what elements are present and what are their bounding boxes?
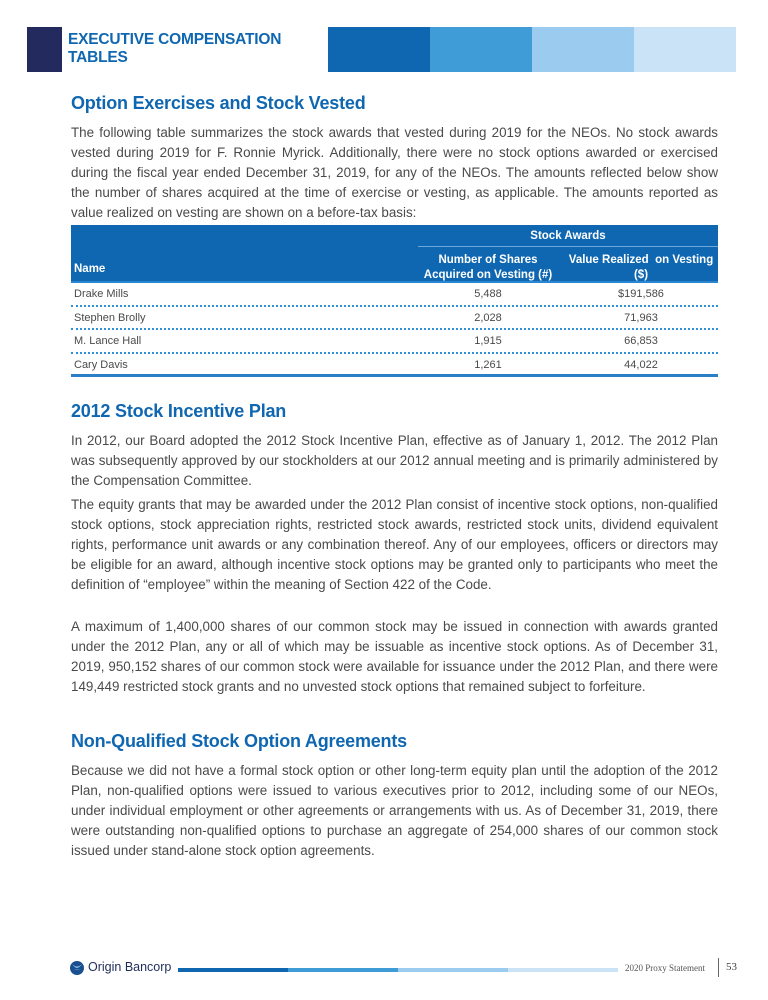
- page-number: 53: [726, 961, 737, 973]
- cell-shares: 1,915: [474, 335, 502, 347]
- paragraph-plan-shares: A maximum of 1,400,000 shares of our common stock may be issued in connection with awards granted under the 2012 Plan, any or all of which may be issuable as incentive stock options. As of December 31, 2019, 950,152 shares of our common stock were available for issuance under the 2012 Plan, and there were 149,449 restricted stock grants and no unvested stock options that remained subject to forfeiture.: [71, 619, 718, 694]
- column-header-name: Name: [74, 263, 106, 275]
- footer-bar-3: [398, 968, 508, 972]
- page-footer: [70, 958, 750, 978]
- cell-name: Cary Davis: [74, 358, 128, 371]
- section-marker-square: [27, 27, 62, 72]
- cell-name: M. Lance Hall: [74, 335, 142, 347]
- paragraph-non-qualified-options: Because we did not have a formal stock option or other long-term equity plan until the adoption of the 2012 Plan, non-qualified options were issued to various executives prior to 2012, including some of our NEOs, under individual employment or other agreements or arrangements with us. As of December 31, 2019, there were outstanding non-qualified options to purchase an aggregate of 254,000 shares of our common stock issued under stand-alone stock option agreements.: [71, 763, 718, 858]
- header-bar-4: [634, 27, 736, 72]
- heading-stock-incentive-plan: 2012 Stock Incentive Plan: [71, 401, 287, 421]
- column-header-value: Value Realized on Vesting ($): [568, 254, 714, 281]
- cell-name: Stephen Brolly: [74, 311, 146, 324]
- column-header-shares: Number of Shares Acquired on Vesting (#): [423, 254, 553, 281]
- header-bar-3: [532, 27, 634, 72]
- cell-shares: 5,488: [474, 288, 502, 300]
- footer-color-bars: [178, 968, 618, 972]
- cell-value: 66,853: [624, 335, 658, 347]
- header-color-bars: [328, 27, 736, 72]
- origin-logo-icon: [70, 961, 84, 975]
- heading-option-exercises: Option Exercises and Stock Vested: [71, 93, 366, 113]
- footer-bar-1: [178, 968, 288, 972]
- table-row: [71, 354, 718, 378]
- column-group-stock-awards: Stock Awards: [418, 225, 718, 247]
- table-header: [71, 225, 718, 283]
- paragraph-option-exercises: The following table summarizes the stock awards that vested during 2019 for the NEOs. No stock awards vested during 2019 for F. Ronnie Myrick. Additionally, there were no stock options awarded or exercised during the fiscal year ended December 31, 2019, for any of the NEOs. The amounts reflected below show the number of shares acquired at the time of exercise or vesting, as applicable. The amounts reported as value realized on vesting are shown on a before-tax basis:: [71, 125, 718, 220]
- cell-shares: 1,261: [474, 358, 502, 371]
- logo-text: Origin Bancorp: [88, 960, 172, 974]
- section-title: EXECUTIVE COMPENSATION TABLES: [68, 31, 282, 66]
- paragraph-plan-adoption: In 2012, our Board adopted the 2012 Stock Incentive Plan, effective as of January 1, 2012. The 2012 Plan was subsequently approved by our stockholders at our 2012 annual meeting and is primarily administered by the Compensation Committee.: [71, 433, 718, 488]
- cell-name: Drake Mills: [74, 288, 129, 300]
- header-bar-1: [328, 27, 430, 72]
- cell-value: 71,963: [624, 311, 658, 324]
- footer-divider: [718, 958, 719, 977]
- header-bar-2: [430, 27, 532, 72]
- cell-value: $191,586: [618, 288, 664, 300]
- table-row: [71, 307, 718, 331]
- footer-bar-4: [508, 968, 618, 972]
- table-row: [71, 330, 718, 354]
- footer-statement: 2020 Proxy Statement: [625, 963, 705, 973]
- paragraph-plan-grants: The equity grants that may be awarded under the 2012 Plan consist of incentive stock options, non-qualified stock options, stock appreciation rights, restricted stock awards, restricted stock units, dividend equivalent rights, performance unit awards or any combination thereof. Any of our employees, officers or directors may be eligible for an award, although incentive stock options may be granted only to participants who meet the definition of “employee” within the meaning of Section 422 of the Code.: [71, 497, 718, 592]
- cell-shares: 2,028: [474, 311, 502, 324]
- stock-vested-table: [71, 225, 718, 377]
- cell-value: 44,022: [624, 358, 658, 371]
- footer-bar-2: [288, 968, 398, 972]
- heading-non-qualified-options: Non-Qualified Stock Option Agreements: [71, 731, 407, 751]
- table-row: [71, 283, 718, 307]
